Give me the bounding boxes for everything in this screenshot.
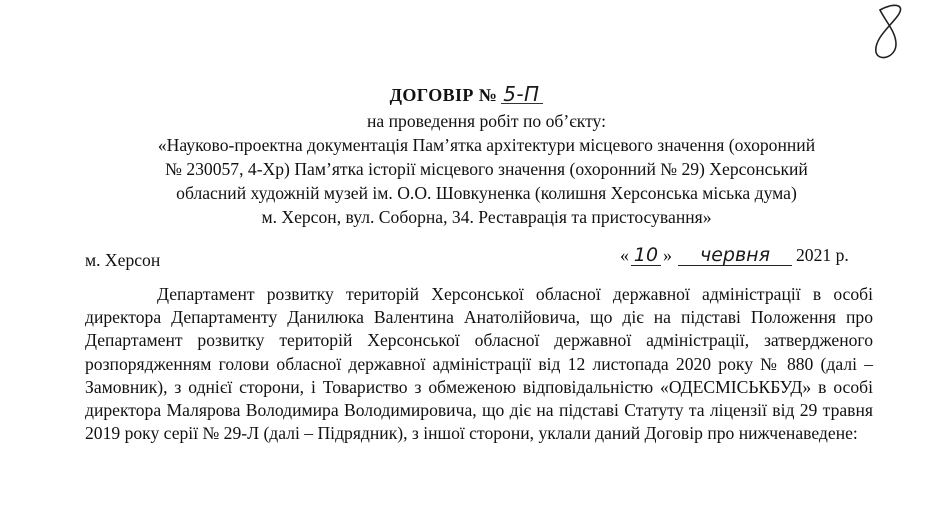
handwritten-page-number-glyph	[866, 0, 914, 62]
contract-subtitle: на проведення робіт по об’єкту:	[366, 111, 606, 131]
date-month-handwritten: червня	[678, 245, 792, 266]
date-day-handwritten: 10	[631, 245, 661, 266]
contract-title	[0, 82, 933, 106]
date-open-quote: «	[620, 245, 629, 265]
contract-number-handwritten: 5-П	[501, 85, 543, 104]
subject-line: «Науково-проектна документація Пам’ятка архітектури місцевого значення (охоронний	[157, 135, 816, 155]
subject-line: № 230057, 4-Хр) Пам’ятка історії місцевого значення (охоронний № 29) Херсонський	[165, 159, 808, 179]
subject-line: обласний художній музей ім. О.О. Шовкуненка (колишня Херсонська міська дума)	[176, 183, 797, 203]
contract-title-text: ДОГОВІР №	[389, 85, 498, 105]
preamble-paragraph: Департамент розвитку територій Херсонської обласної державної адміністрації в особі директора Департаменту Данилюка Валентина Анатолійовича, що діє на підставі Положення про Департамент розвитку територій Херсонської обласної державної адміністрації, затвердженого розпорядженням голови обласної державної адміністрації від 12 листопада 2020 року № 880 (далі – Замовник), з однієї сторони, і Товариство з обмеженою відповідальністю «ОДЕСМІСЬКБУД» в особі директора Малярова Володимира Володимировича, що діє на підставі Статуту та ліцензії від 29 травня 2019 року серії № 29-Л (далі – Підрядник), з іншої сторони, уклали даний Договір про нижченаведене:	[85, 284, 873, 444]
contract-place: м. Херсон	[85, 250, 161, 270]
date-year: 2021 р.	[796, 245, 849, 265]
contract-date	[620, 245, 849, 266]
subject-line: м. Херсон, вул. Соборна, 34. Реставрація та пристосування»	[261, 207, 712, 227]
handwritten-page-number	[866, 0, 914, 62]
contract-subject	[0, 109, 933, 229]
contract-preamble	[85, 283, 873, 445]
date-close-quote: »	[663, 245, 672, 265]
